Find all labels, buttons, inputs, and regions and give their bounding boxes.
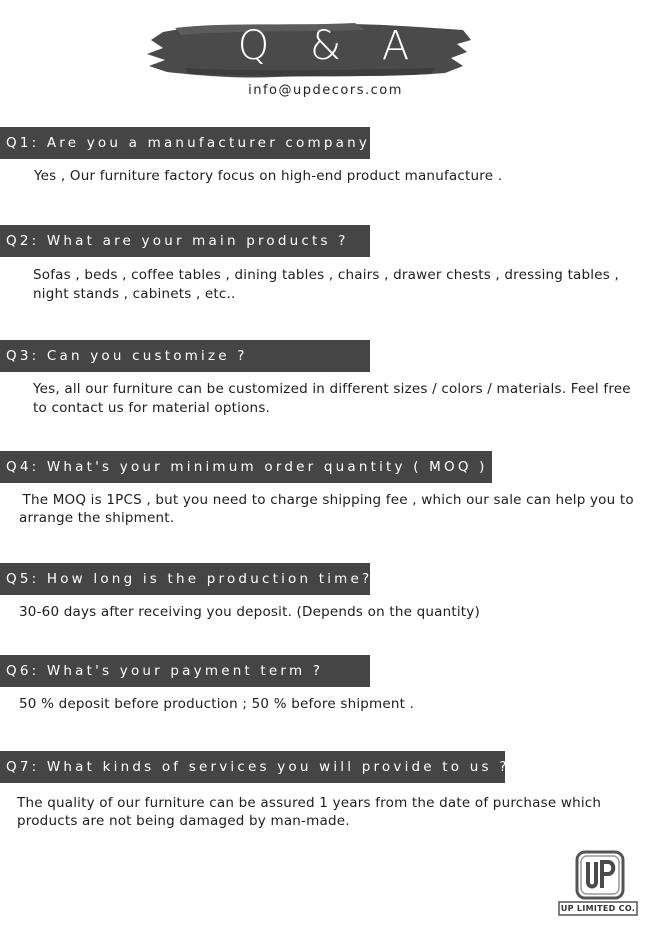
answer-2-line-2: night stands , cabinets , etc.. <box>33 286 236 302</box>
answer-4-line-2: arrange the shipment. <box>19 510 175 526</box>
question-1-bar: Q1: Are you a manufacturer company? <box>0 127 370 159</box>
answer-7-line-1: The quality of our furniture can be assured 1 years from the date of purchase which <box>17 795 602 811</box>
page-title: Q & A <box>237 23 424 69</box>
answer-3-line-2: to contact us for material options. <box>33 400 271 416</box>
answer-5: 30-60 days after receiving you deposit. (Depends on the quantity) <box>19 604 480 620</box>
question-7-bar: Q7: What kinds of services you will provide to us ? <box>0 751 505 783</box>
logo-caption: UP LIMITED CO. <box>560 904 636 913</box>
question-2-bar: Q2: What are your main products ? <box>0 225 370 257</box>
question-3-bar: Q3: Can you customize ? <box>0 340 370 372</box>
answer-3-line-1: Yes, all our furniture can be customized in different sizes / colors / materials. Feel free <box>33 381 631 397</box>
answer-1: Yes , Our furniture factory focus on high-end product manufacture . <box>34 168 503 184</box>
answer-2-line-1: Sofas , beds , coffee tables , dining tables , chairs , drawer chests , dressing tables , <box>33 267 619 283</box>
question-6-bar: Q6: What's your payment term ? <box>0 655 370 687</box>
question-4-bar: Q4: What's your minimum order quantity ( MOQ ) ? <box>0 451 492 483</box>
question-5-bar: Q5: How long is the production time? <box>0 563 370 595</box>
answer-7-line-2: products are not being damaged by man-made. <box>17 813 350 829</box>
contact-email[interactable]: info@updecors.com <box>248 83 403 98</box>
answer-6: 50 % deposit before production ; 50 % before shipment . <box>19 696 415 712</box>
answer-4-line-1: The MOQ is 1PCS , but you need to charge shipping fee , which our sale can help you to <box>18 492 634 508</box>
company-logo <box>557 850 639 918</box>
